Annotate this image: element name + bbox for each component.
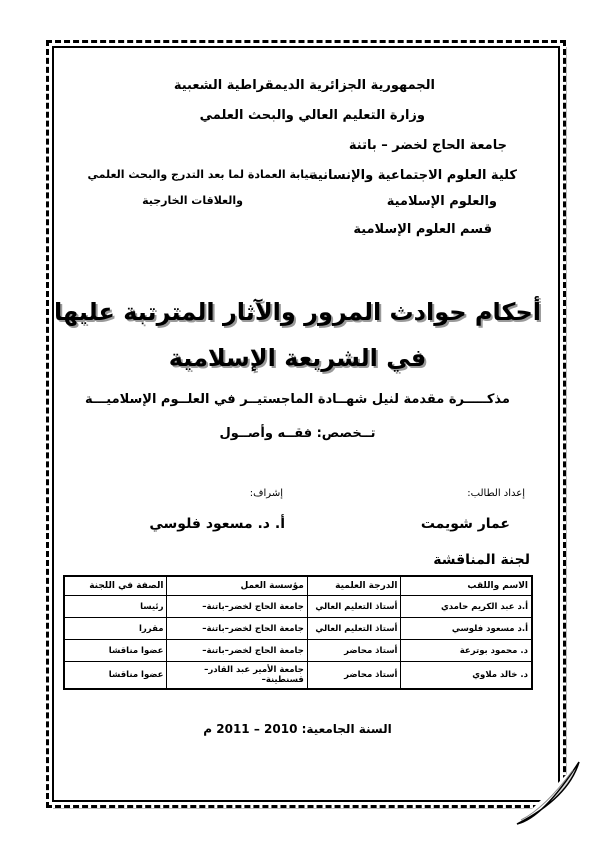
jury-col-name: الاسم واللقب xyxy=(401,576,532,596)
supervisor-label: إشراف: xyxy=(249,488,283,499)
jury-cell-name: د. محمود بوترعة xyxy=(401,640,532,662)
ministry-line: وزارة التعليم العالي والبحث العلمي xyxy=(199,108,425,123)
jury-cell-institution: جامعة الحاج لخضر–باتنة– xyxy=(167,640,307,662)
republic-line: الجمهورية الجزائرية الديمقراطية الشعبية xyxy=(173,78,435,93)
table-row xyxy=(64,618,532,640)
jury-header-row xyxy=(64,576,532,596)
jury-cell-role: رئيسا xyxy=(64,596,167,618)
specialty-line: تــخصص: فقــه وأصــول xyxy=(219,426,376,441)
jury-heading: لجنة المناقشة xyxy=(433,552,530,568)
jury-cell-institution: جامعة الحاج لخضر–باتنة– xyxy=(167,618,307,640)
table-row xyxy=(64,640,532,662)
university-line: جامعة الحاج لخضر – باتنة xyxy=(348,138,507,153)
deanship-line-1: نيابة العمادة لما بعد التدرج والبحث العلمي xyxy=(87,168,313,181)
faculty-line-2: والعلوم الإسلامية xyxy=(386,194,497,209)
jury-cell-role: عضوا مناقشا xyxy=(64,662,167,690)
student-label: إعداد الطالب: xyxy=(467,488,525,499)
thesis-title-line-1: أحكام حوادث المرور والآثار المترتبة عليها xyxy=(54,298,541,326)
page-frame xyxy=(46,40,566,808)
jury-cell-name: د. خالد ملاوي xyxy=(401,662,532,690)
jury-col-institution: مؤسسة العمل xyxy=(167,576,307,596)
jury-cell-role: مقررا xyxy=(64,618,167,640)
jury-col-degree: الدرجة العلمية xyxy=(307,576,401,596)
department-line: قسم العلوم الإسلامية xyxy=(353,222,492,237)
jury-cell-degree: أستاذ التعليم العالي xyxy=(307,618,401,640)
supervisor-name: أ. د. مسعود فلوسي xyxy=(149,516,285,532)
table-row xyxy=(64,662,532,690)
student-name: عمار شويمت xyxy=(420,516,510,532)
page-curl-icon xyxy=(513,758,583,828)
memo-subtitle: مذكـــــرة مقدمة لنيل شهــادة الماجستيــر في العلــوم الإسلاميـــة xyxy=(85,392,510,407)
jury-cell-name: أ.د عبد الكريم حامدي xyxy=(401,596,532,618)
jury-cell-degree: أستاذ التعليم العالي xyxy=(307,596,401,618)
academic-year: السنة الجامعية: 2010 – 2011 م xyxy=(203,722,392,736)
jury-col-role: الصفة في اللجنة xyxy=(64,576,167,596)
faculty-line-1: كلية العلوم الاجتماعية والإنسانية xyxy=(309,168,517,183)
jury-cell-degree: أستاذ محاضر xyxy=(307,640,401,662)
jury-cell-institution: جامعة الحاج لخضر–باتنة– xyxy=(167,596,307,618)
jury-cell-role: عضوا مناقشا xyxy=(64,640,167,662)
jury-table xyxy=(63,575,533,690)
thesis-title-line-2: في الشريعة الإسلامية xyxy=(168,344,427,372)
jury-cell-institution: جامعة الأمير عبد القادر–قسنطينة– xyxy=(167,662,307,690)
table-row xyxy=(64,596,532,618)
deanship-line-2: والعلاقات الخارجية xyxy=(142,194,243,207)
jury-cell-name: أ.د مسعود فلوسي xyxy=(401,618,532,640)
jury-cell-degree: أستاذ محاضر xyxy=(307,662,401,690)
